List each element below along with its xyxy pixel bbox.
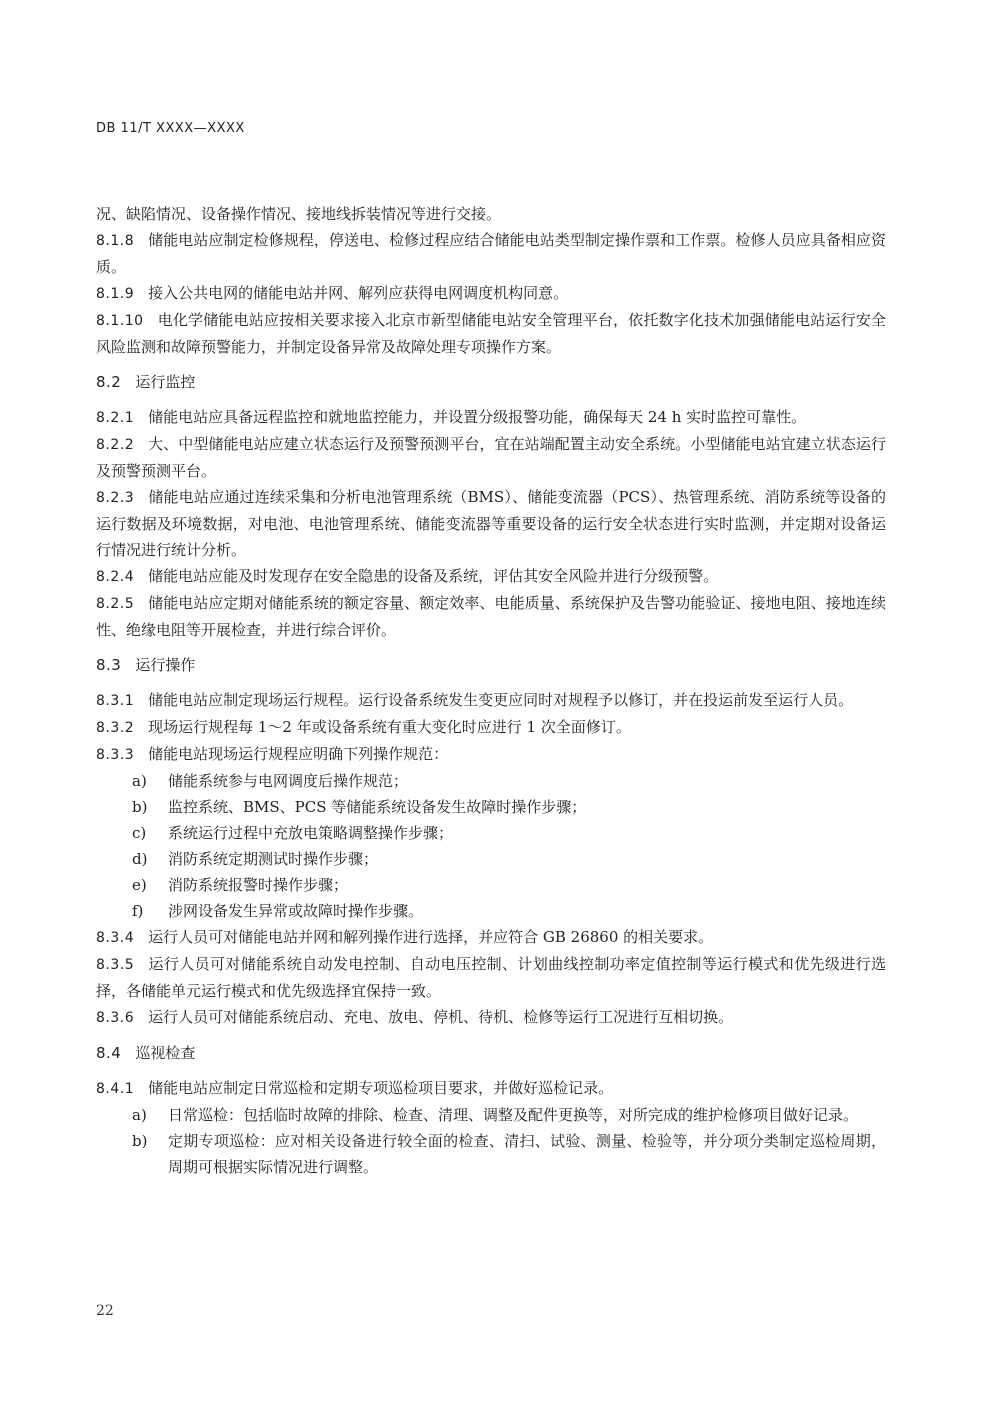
clause-8-3-6 — [96, 1004, 886, 1031]
clause-number: 8.2.1 — [96, 410, 135, 426]
clause-text: 储能电站应制定现场运行规程。运行设备系统发生变更应同时对规程予以修订，并在投运前发至运行人员。 — [148, 691, 854, 709]
clause-number: 8.1.10 — [96, 313, 144, 329]
clause-number: 8.2.5 — [96, 596, 135, 612]
clause-8-3-2 — [96, 714, 886, 741]
section-title: 运行监控 — [135, 373, 196, 391]
section-heading-8-3 — [96, 652, 886, 678]
clause-8-3-3 — [96, 741, 886, 768]
clause-number: 8.3.6 — [96, 1010, 135, 1026]
clause-number: 8.2.4 — [96, 569, 135, 585]
list-text: 日常巡检：包括临时故障的排除、检查、清理、调整及配件更换等，对所完成的维护检修项目做好记录。 — [168, 1106, 859, 1124]
list-text: 储能系统参与电网调度后操作规范； — [168, 772, 409, 790]
clause-number: 8.4.1 — [96, 1081, 135, 1097]
clause-number: 8.3.5 — [96, 957, 135, 973]
clause-text: 现场运行规程每 1～2 年或设备系统有重大变化时应进行 1 次全面修订。 — [148, 718, 631, 736]
list-letter: e) — [132, 876, 147, 894]
list-text: 涉网设备发生异常或故障时操作步骤。 — [168, 902, 424, 920]
clause-text: 储能电站应制定日常巡检和定期专项巡检项目要求，并做好巡检记录。 — [148, 1079, 614, 1097]
clause-text: 大、中型储能电站应建立状态运行及预警预测平台，宜在站端配置主动安全系统。小型储能电站宜建立状态运行及预警预测平台。 — [96, 435, 886, 480]
list-letter: f) — [132, 902, 144, 920]
section-number: 8.4 — [96, 1044, 122, 1062]
list-item — [96, 820, 886, 846]
clause-text: 储能电站应能及时发现存在安全隐患的设备及系统，评估其安全风险并进行分级预警。 — [148, 567, 719, 585]
clause-8-1-9 — [96, 280, 886, 307]
list-text: 监控系统、BMS、PCS 等储能系统设备发生故障时操作步骤； — [168, 798, 587, 816]
clause-text: 储能电站现场运行规程应明确下列操作规范： — [148, 745, 449, 763]
clause-8-3-4 — [96, 924, 886, 951]
section-heading-8-2 — [96, 369, 886, 395]
clause-8-2-5 — [96, 590, 886, 643]
list-item — [96, 846, 886, 872]
list-item — [96, 872, 886, 898]
clause-8-3-3-list — [96, 768, 886, 924]
clause-8-2-3 — [96, 484, 886, 563]
section-title: 运行操作 — [135, 656, 196, 674]
clause-8-4-1-list — [96, 1102, 886, 1180]
list-letter: a) — [132, 1106, 147, 1124]
list-item — [96, 768, 886, 794]
clause-text: 运行人员可对储能系统自动发电控制、自动电压控制、计划曲线控制功率定值控制等运行模式和优先级进行选择，各储能单元运行模式和优先级选择宜保持一致。 — [96, 955, 886, 1000]
list-letter: c) — [132, 824, 147, 842]
list-item — [96, 1102, 886, 1128]
clause-8-1-8 — [96, 227, 886, 280]
standard-code: DB 11/T XXXX—XXXX — [96, 121, 245, 136]
clause-number: 8.3.4 — [96, 930, 135, 946]
list-text: 消防系统报警时操作步骤； — [168, 876, 349, 894]
list-item — [96, 1128, 886, 1180]
clause-number: 8.2.2 — [96, 437, 135, 453]
list-text: 定期专项巡检：应对相关设备进行较全面的检查、清扫、试验、测量、检验等，并分项分类制定巡检周期，周期可根据实际情况进行调整。 — [168, 1132, 886, 1176]
clause-text: 电化学储能电站应按相关要求接入北京市新型储能电站安全管理平台，依托数字化技术加强储能电站运行安全风险监测和故障预警能力，并制定设备异常及故障处理专项操作方案。 — [96, 311, 886, 356]
clause-number: 8.2.3 — [96, 490, 135, 506]
list-letter: b) — [132, 798, 148, 816]
clause-number: 8.3.3 — [96, 747, 135, 763]
document-body — [96, 201, 886, 1180]
clause-text: 运行人员可对储能系统启动、充电、放电、停机、待机、检修等运行工况进行互相切换。 — [148, 1008, 734, 1026]
section-title: 巡视检查 — [135, 1044, 196, 1062]
clause-text: 储能电站应定期对储能系统的额定容量、额定效率、电能质量、系统保护及告警功能验证、接地电阻、接地连续性、绝缘电阻等开展检查，并进行综合评价。 — [96, 594, 886, 639]
clause-8-1-10 — [96, 307, 886, 360]
clause-number: 8.1.9 — [96, 286, 135, 302]
list-text: 消防系统定期测试时操作步骤； — [168, 850, 379, 868]
section-number: 8.3 — [96, 656, 122, 674]
clause-8-2-1 — [96, 404, 886, 431]
clause-text: 储能电站应具备远程监控和就地监控能力，并设置分级报警功能，确保每天 24 h 实时监控可靠性。 — [148, 408, 807, 426]
clause-text: 储能电站应通过连续采集和分析电池管理系统（BMS）、储能变流器（PCS）、热管理系统、消防系统等设备的运行数据及环境数据，对电池、电池管理系统、储能变流器等重要设备的运行安全状态进行实时监测，并定期对设备运行情况进行统计分析。 — [96, 488, 886, 559]
clause-8-3-1 — [96, 687, 886, 714]
list-item — [96, 794, 886, 820]
list-text: 系统运行过程中充放电策略调整操作步骤； — [168, 824, 454, 842]
clause-text: 运行人员可对储能电站并网和解列操作进行选择，并应符合 GB 26860 的相关要求。 — [148, 928, 714, 946]
list-letter: a) — [132, 772, 147, 790]
clause-text: 储能电站应制定检修规程，停送电、检修过程应结合储能电站类型制定操作票和工作票。检修人员应具备相应资质。 — [96, 231, 886, 276]
section-heading-8-4 — [96, 1040, 886, 1066]
list-letter: d) — [132, 850, 148, 868]
clause-8-2-4 — [96, 563, 886, 590]
page-number: 22 — [96, 1303, 114, 1319]
list-item — [96, 898, 886, 924]
clause-text: 接入公共电网的储能电站并网、解列应获得电网调度机构同意。 — [148, 284, 569, 302]
clause-number: 8.1.8 — [96, 233, 135, 249]
clause-8-3-5 — [96, 951, 886, 1004]
paragraph-continuation: 况、缺陷情况、设备操作情况、接地线拆装情况等进行交接。 — [96, 205, 502, 223]
clause-number: 8.3.1 — [96, 693, 135, 709]
clause-8-2-2 — [96, 431, 886, 484]
clause-8-4-1 — [96, 1075, 886, 1102]
list-letter: b) — [132, 1132, 148, 1150]
clause-number: 8.3.2 — [96, 720, 135, 736]
section-number: 8.2 — [96, 373, 122, 391]
